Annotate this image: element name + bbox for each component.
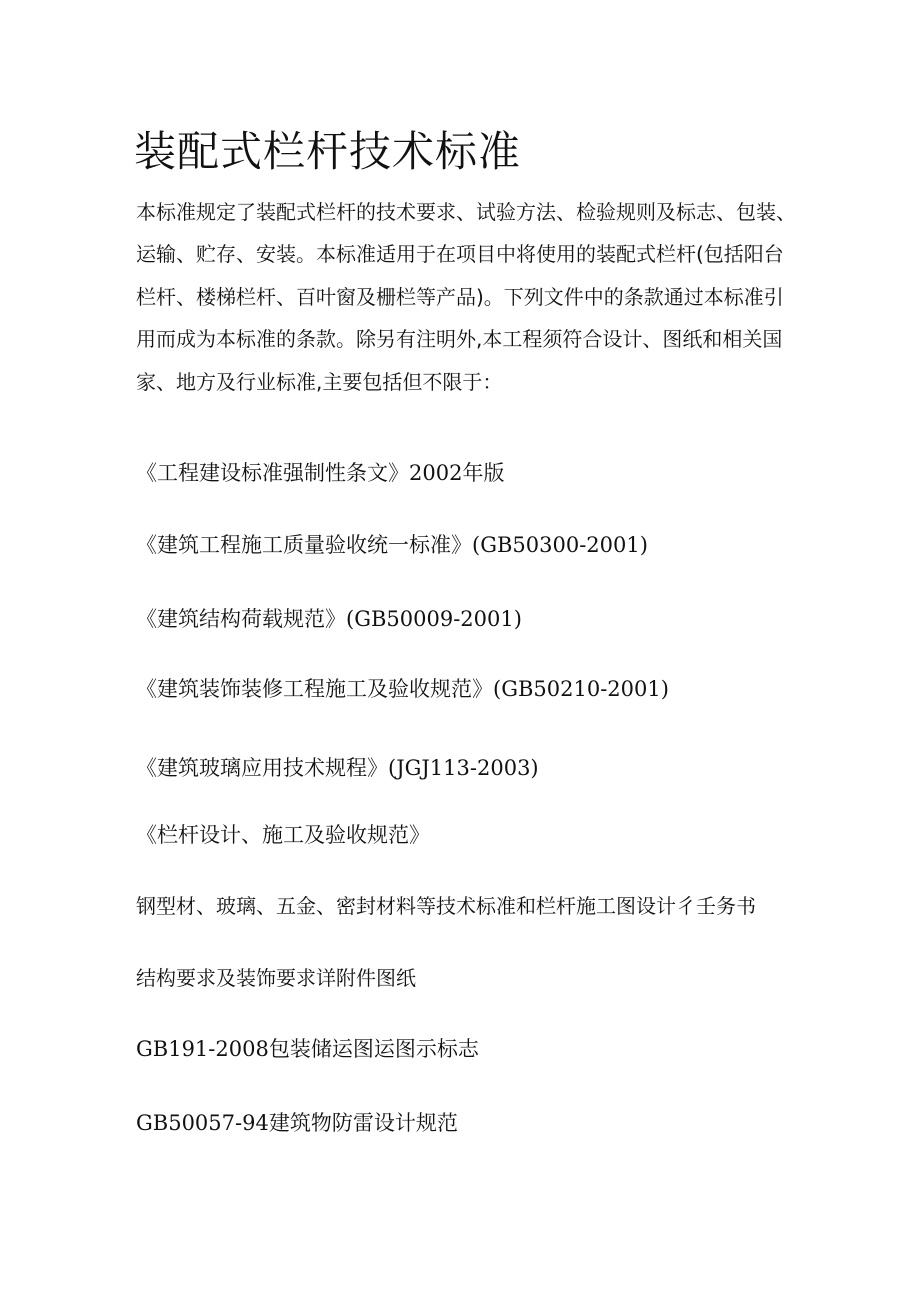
document-title: 装配式栏杆技术标准 (134, 127, 522, 176)
reference-item: 《工程建设标准强制性条文》2002年版 (136, 461, 505, 485)
intro-line: 本标准规定了装配式栏杆的技术要求、试验方法、检验规则及标志、包装、 (136, 200, 796, 224)
reference-item: 《建筑装饰装修工程施工及验收规范》(GB50210-2001) (136, 677, 669, 701)
intro-line: 栏杆、楼梯栏杆、百叶窗及栅栏等产品)。下列文件中的条款通过本标准引 (136, 284, 784, 309)
reference-item: 钢型材、玻璃、五金、密封材料等技术标准和栏杆施工图设计彳壬务书 (136, 894, 756, 918)
reference-item: 《建筑结构荷载规范》(GB50009-2001) (136, 607, 522, 631)
reference-item: GB50057-94建筑物防雷设计规范 (136, 1111, 458, 1135)
intro-line: 运输、贮存、安装。本标准适用于在项目中将使用的装配式栏杆(包括阳台 (136, 242, 784, 267)
intro-line: 家、地方及行业标准,主要包括但不限于： (136, 369, 503, 394)
intro-paragraph (136, 191, 796, 403)
reference-item: 《栏杆设计、施工及验收规范》 (136, 823, 430, 847)
reference-item: GB191-2008包装储运图运图示标志 (136, 1037, 479, 1061)
reference-item: 《建筑工程施工质量验收统一标准》(GB50300-2001) (136, 533, 648, 557)
reference-item: 结构要求及装饰要求详附件图纸 (136, 966, 416, 990)
reference-item: 《建筑玻璃应用技术规程》(JGJ113-2003) (136, 756, 539, 780)
intro-line: 用而成为本标准的条款。除另有注明外,本工程须符合设计、图纸和相关国 (136, 327, 783, 352)
